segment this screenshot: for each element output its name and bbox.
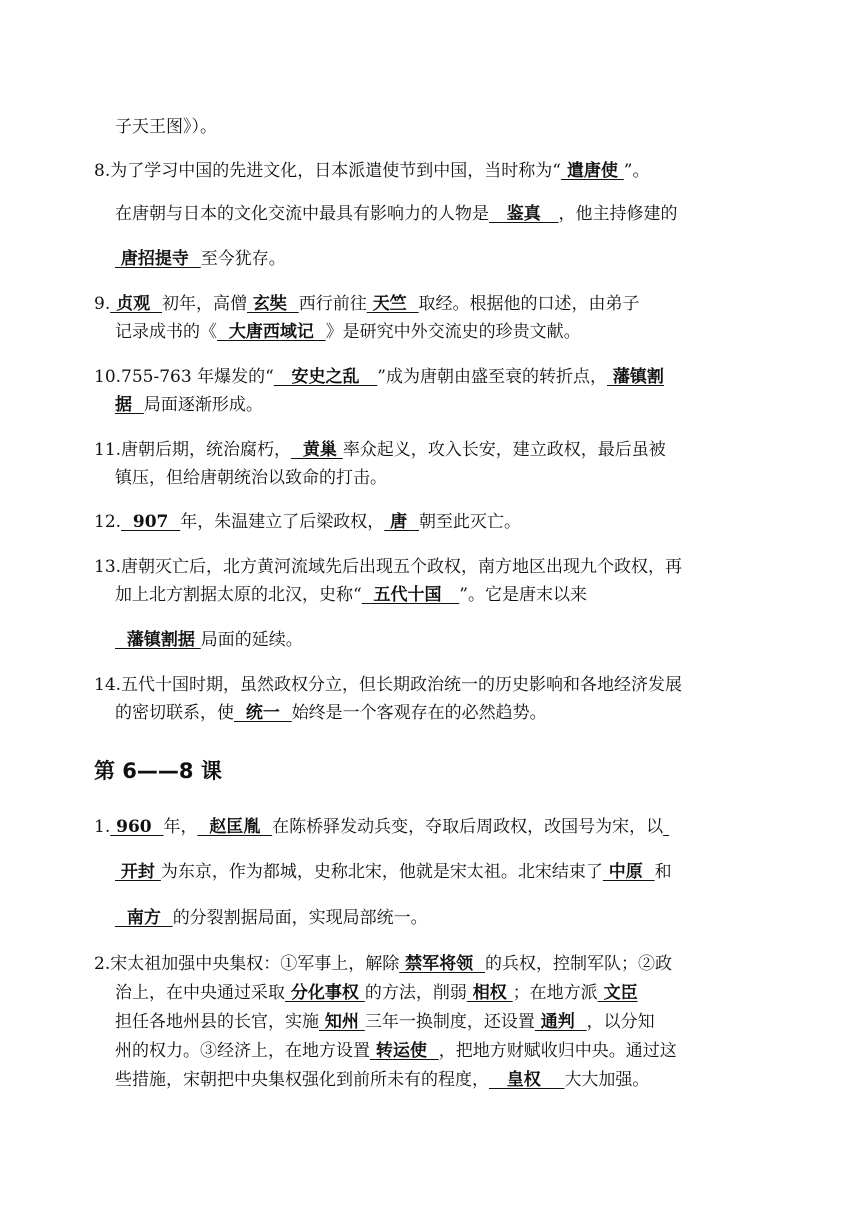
text-line <box>94 556 682 578</box>
line-text: 11.唐朝后期，统治腐朽， <box>94 440 292 460</box>
line-text: ，把地方财赋收归中央。通过这 <box>438 1041 677 1061</box>
line-text: 在陈桥驿发动兵变，夺取后周政权，改国号为宋，以 <box>272 817 664 837</box>
line-text: 大大加强。 <box>564 1070 650 1090</box>
text-line <box>94 366 664 388</box>
line-text: 局面的延续。 <box>200 630 303 650</box>
answer-blank: 相权 <box>466 983 513 1003</box>
line-text: 三年一换制度，还设置 <box>364 1012 535 1032</box>
line-text: 初年，高僧 <box>162 294 247 314</box>
line-text: 12. <box>94 512 122 532</box>
line-text: ，他主持修建的 <box>558 204 678 224</box>
text-line <box>115 248 286 270</box>
line-text: 至今犹存。 <box>200 249 286 269</box>
answer-blank: 知州 <box>319 1012 365 1032</box>
line-text: 始终是一个客观存在的必然趋势。 <box>291 703 547 723</box>
text-line <box>115 907 428 929</box>
text-line <box>115 584 587 606</box>
text-line <box>94 293 640 315</box>
text-line <box>115 1040 677 1062</box>
line-text: 子天王图》）。 <box>115 117 217 137</box>
answer-blank: 开封 <box>115 862 161 882</box>
answer-blank: 960 <box>110 817 164 837</box>
answer-blank: 鉴真 <box>489 204 559 224</box>
line-text: 治上，在中央通过采取 <box>115 983 285 1003</box>
text-line <box>115 467 387 489</box>
answer-blank: 玄奘 <box>247 294 299 314</box>
answer-blank: 文臣 <box>597 983 638 1003</box>
text-line <box>115 1069 649 1091</box>
answer-blank: 藩镇割据 <box>115 630 201 650</box>
line-text: ”。它是唐末以来 <box>459 585 587 605</box>
line-text: 》是研究中外交流史的珍贵文献。 <box>325 322 581 342</box>
line-text: 率众起义，攻入长安，建立政权，最后虽被 <box>342 440 666 460</box>
text-line <box>115 982 638 1004</box>
line-text: 州的权力。③经济上，在地方设置 <box>115 1041 370 1061</box>
line-text: 年，朱温建立了后梁政权， <box>180 512 385 532</box>
answer-blank: 分化事权 <box>285 983 365 1003</box>
text-line <box>115 116 217 138</box>
line-text: 取经。根据他的口述，由弟子 <box>418 294 640 314</box>
line-text: 的方法，削弱 <box>364 983 467 1003</box>
answer-blank: 藩镇割 <box>607 367 664 387</box>
section-heading: 第 6——8 课 <box>94 759 222 783</box>
text-line <box>115 1011 655 1033</box>
line-text: ，以分知 <box>586 1012 655 1032</box>
answer-blank: 唐 <box>384 512 419 532</box>
line-text: 9. <box>94 294 111 314</box>
answer-blank: 皇权 <box>489 1070 565 1090</box>
line-text: ”。 <box>623 161 650 181</box>
text-line <box>94 511 521 533</box>
line-text: 10.755-763 年爆发的“ <box>94 367 274 387</box>
line-text: 的兵权，控制军队；②政 <box>485 954 672 974</box>
line-text: ；在地方派 <box>512 983 598 1003</box>
answer-blank: 南方 <box>115 908 173 928</box>
answer-blank: 黄巢 <box>291 440 343 460</box>
line-text: 为东京，作为都城，史称北宋，他就是宋太祖。北宋结束了 <box>160 862 603 882</box>
line-text: 担任各地州县的长官，实施 <box>115 1012 319 1032</box>
line-text: 年， <box>163 817 198 837</box>
line-text: 加上北方割据太原的北汉，史称“ <box>115 585 362 605</box>
answer-blank: 907 <box>121 512 181 532</box>
line-text: 的分裂割据局面，实现局部统一。 <box>172 908 428 928</box>
line-text: 和 <box>654 862 672 882</box>
answer-blank: 据 <box>115 395 144 415</box>
line-text: 在唐朝与日本的文化交流中最具有影响力的人物是 <box>115 204 489 224</box>
answer-blank: 贞观 <box>110 294 162 314</box>
answer-blank: 安史之乱 <box>273 367 378 387</box>
text-line <box>115 861 672 883</box>
text-line <box>115 321 581 343</box>
line-text: 14.五代十国时期，虽然政权分立，但长期政治统一的历史影响和各地经济发展 <box>94 675 683 695</box>
text-line <box>94 674 682 696</box>
text-line <box>94 816 669 838</box>
text-line <box>115 702 547 724</box>
line-text: 8.为了学习中国的先进文化，日本派遣使节到中国，当时称为“ <box>94 161 561 181</box>
text-line <box>115 394 263 416</box>
line-text: 镇压，但给唐朝统治以致命的打击。 <box>115 468 387 488</box>
answer-blank: 赵匡胤 <box>197 817 273 837</box>
answer-blank: 五代十国 <box>361 585 460 605</box>
answer-blank: 转运使 <box>370 1041 439 1061</box>
answer-blank: 天竺 <box>366 294 419 314</box>
line-text: 的密切联系，使 <box>115 703 234 723</box>
line-text: 些措施，宋朝把中央集权强化到前所未有的程度， <box>115 1070 489 1090</box>
answer-blank: 禁军将领 <box>399 954 485 974</box>
line-text: 2.宋太祖加强中央集权：①军事上，解除 <box>94 954 400 974</box>
answer-blank: 通判 <box>534 1012 587 1032</box>
line-text: 记录成书的《 <box>115 322 217 342</box>
text-line <box>94 439 666 461</box>
line-text: 1. <box>94 817 111 837</box>
answer-blank: 大唐西域记 <box>217 322 326 342</box>
line-text: 局面逐渐形成。 <box>143 395 263 415</box>
text-line <box>115 629 303 651</box>
text-line <box>115 203 678 225</box>
answer-blank: 统一 <box>234 703 292 723</box>
text-line <box>94 160 649 182</box>
line-text: ”成为唐朝由盛至衰的转折点， <box>377 367 607 387</box>
line-text: 西行前往 <box>298 294 367 314</box>
answer-blank: 唐招提寺 <box>115 249 201 269</box>
answer-blank <box>663 817 669 837</box>
text-line <box>94 953 672 975</box>
answer-blank: 中原 <box>602 862 655 882</box>
line-text: 13.唐朝灭亡后，北方黄河流域先后出现五个政权，南方地区出现九个政权，再 <box>94 557 683 577</box>
answer-blank: 遣唐使 <box>560 161 624 181</box>
line-text: 朝至此灭亡。 <box>418 512 521 532</box>
